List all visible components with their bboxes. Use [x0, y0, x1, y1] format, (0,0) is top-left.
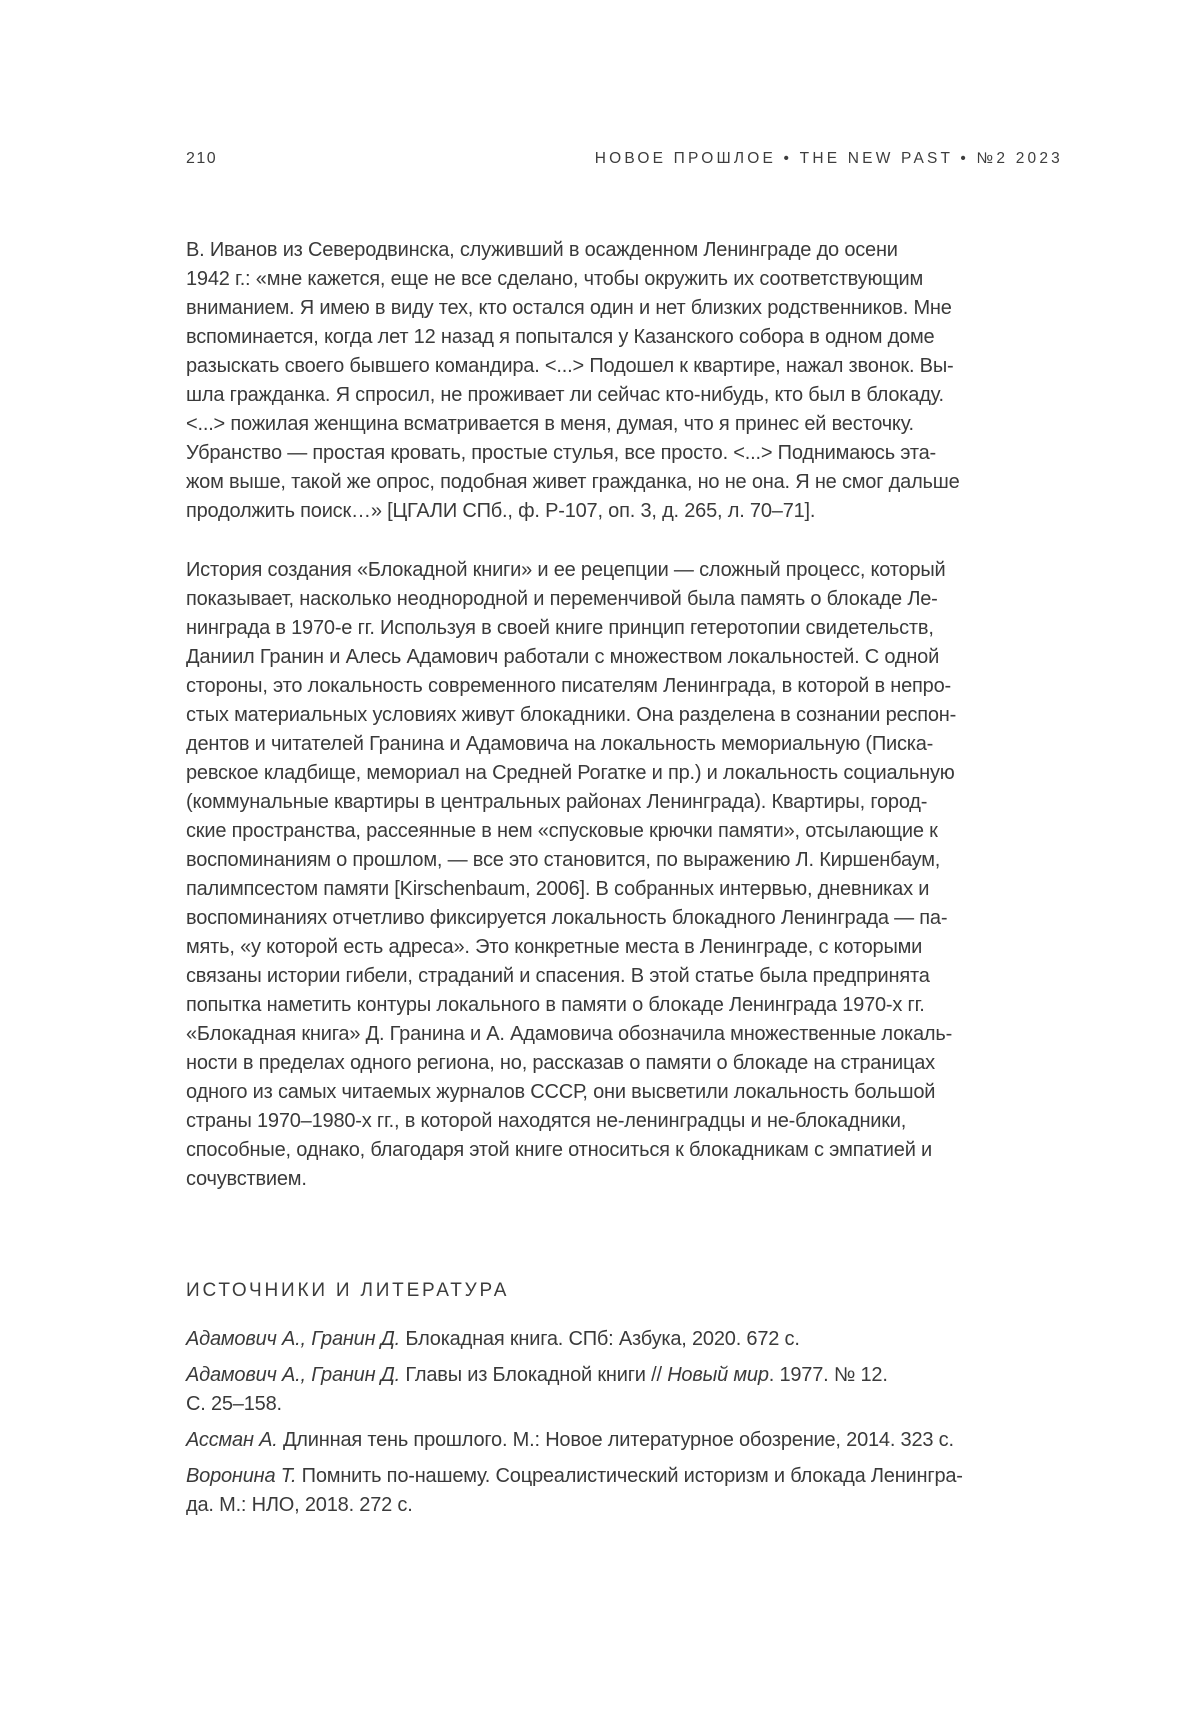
text-line: стых материальных условиях живут блокадники. Она разделена в сознании респон- — [186, 704, 957, 726]
text-line: нинграда в 1970-е гг. Используя в своей книге принцип гетеротопии свидетельств, — [186, 617, 934, 639]
reference-text: . 1977. № 12. — [768, 1364, 888, 1386]
reference-entry — [186, 1361, 1064, 1419]
text-line: История создания «Блокадной книги» и ее рецепции — сложный процесс, который — [186, 559, 946, 581]
reference-text: Длинная тень прошлого. М.: Новое литературное обозрение, 2014. 323 с. — [277, 1429, 954, 1451]
reference-list — [186, 1325, 1064, 1520]
text-line: разыскать своего бывшего командира. <...> Подошел к квартире, нажал звонок. Вы- — [186, 355, 954, 377]
text-line: показывает, насколько неоднородной и переменчивой была память о блокаде Ле- — [186, 588, 938, 610]
text-line: продолжить поиск…» [ЦГАЛИ СПб., ф. Р-107, оп. 3, д. 265, л. 70–71]. — [186, 500, 816, 522]
text-line: мять, «у которой есть адреса». Это конкретные места в Ленинграде, с которыми — [186, 936, 923, 958]
text-line: воспоминаниях отчетливо фиксируется локальность блокадного Ленинграда — па- — [186, 907, 948, 929]
text-line: шла гражданка. Я спросил, не проживает ли сейчас кто-нибудь, кто был в блокаду. — [186, 384, 944, 406]
reference-entry — [186, 1462, 1064, 1520]
text-line: жом выше, такой же опрос, подобная живет гражданка, но не она. Я не смог дальше — [186, 471, 960, 493]
reference-line — [186, 1426, 1064, 1455]
reference-text: Главы из Блокадной книги // — [400, 1364, 668, 1386]
paragraph — [186, 236, 1064, 526]
reference-text: да. М.: НЛО, 2018. 272 с. — [186, 1494, 413, 1516]
text-line: связаны истории гибели, страданий и спасения. В этой статье была предпринята — [186, 965, 930, 987]
text-line: стороны, это локальность современного писателям Ленинграда, в которой в непро- — [186, 675, 951, 697]
text-line: вспоминается, когда лет 12 назад я попытался у Казанского собора в одном доме — [186, 326, 935, 348]
text-line: «Блокадная книга» Д. Гранина и А. Адамовича обозначила множественные локаль- — [186, 1023, 953, 1045]
reference-italic-text: Ассман А. — [186, 1429, 278, 1451]
text-line: 1942 г.: «мне кажется, еще не все сделано, чтобы окружить их соответствующим — [186, 268, 924, 290]
text-line: ревское кладбище, мемориал на Средней Рогатке и пр.) и локальность социальную — [186, 762, 955, 784]
text-line: палимпсестом памяти [Kirschenbaum, 2006]. В собранных интервью, дневниках и — [186, 878, 930, 900]
reference-line — [186, 1325, 1064, 1354]
text-line: вниманием. Я имею в виду тех, кто остался один и нет близких родственников. Мне — [186, 297, 952, 319]
text-line: дентов и читателей Гранина и Адамовича на локальность мемориальную (Писка- — [186, 733, 934, 755]
reference-text: Помнить по-нашему. Соцреалистический историзм и блокада Ленингра- — [296, 1465, 963, 1487]
text-line: (коммунальные квартиры в центральных районах Ленинграда). Квартиры, город- — [186, 791, 928, 813]
text-line: <...> пожилая женщина всматривается в меня, думая, что я принес ей весточку. — [186, 413, 914, 435]
reference-italic-text: Новый мир — [667, 1364, 769, 1386]
text-line: Даниил Гранин и Алесь Адамович работали с множеством локальностей. С одной — [186, 646, 940, 668]
text-line: Убранство — простая кровать, простые стулья, все просто. <...> Поднимаюсь эта- — [186, 442, 936, 464]
reference-line — [186, 1462, 1064, 1491]
sources-heading: ИСТОЧНИКИ И ЛИТЕРАТУРА — [186, 1280, 510, 1301]
text-line: ности в пределах одного региона, но, рассказав о памяти о блокаде на страницах — [186, 1052, 935, 1074]
page-number: 210 — [186, 150, 218, 167]
reference-italic-text: Воронина Т. — [186, 1465, 297, 1487]
text-line: страны 1970–1980-х гг., в которой находятся не-ленинградцы и не-блокадники, — [186, 1110, 907, 1132]
reference-line — [186, 1390, 1064, 1419]
running-title: НОВОЕ ПРОШЛОЕ • THE NEW PAST • №2 2023 — [594, 150, 1063, 167]
text-line: способные, однако, благодаря этой книге относиться к блокадникам с эмпатией и — [186, 1139, 932, 1161]
reference-text: Блокадная книга. СПб: Азбука, 2020. 672 с. — [400, 1328, 800, 1350]
text-line: воспоминаниям о прошлом, — все это становится, по выражению Л. Киршенбаум, — [186, 849, 941, 871]
reference-entry — [186, 1426, 1064, 1455]
reference-text: С. 25–158. — [186, 1393, 282, 1415]
text-line: одного из самых читаемых журналов СССР, они высветили локальность большой — [186, 1081, 936, 1103]
text-line: ские пространства, рассеянные в нем «спусковые крючки памяти», отсылающие к — [186, 820, 938, 842]
paragraph — [186, 556, 1064, 1194]
reference-italic-text: Адамович А., Гранин Д. — [186, 1328, 401, 1350]
page-header — [186, 150, 1063, 168]
text-line: сочувствием. — [186, 1168, 307, 1190]
article-content — [186, 236, 1064, 1527]
reference-italic-text: Адамович А., Гранин Д. — [186, 1364, 401, 1386]
reference-line — [186, 1361, 1064, 1390]
reference-entry — [186, 1325, 1064, 1354]
text-line: В. Иванов из Северодвинска, служивший в осажденном Ленинграде до осени — [186, 239, 898, 261]
text-line: попытка наметить контуры локального в памяти о блокаде Ленинграда 1970-х гг. — [186, 994, 925, 1016]
reference-line — [186, 1491, 1064, 1520]
article-body — [186, 236, 1064, 1194]
